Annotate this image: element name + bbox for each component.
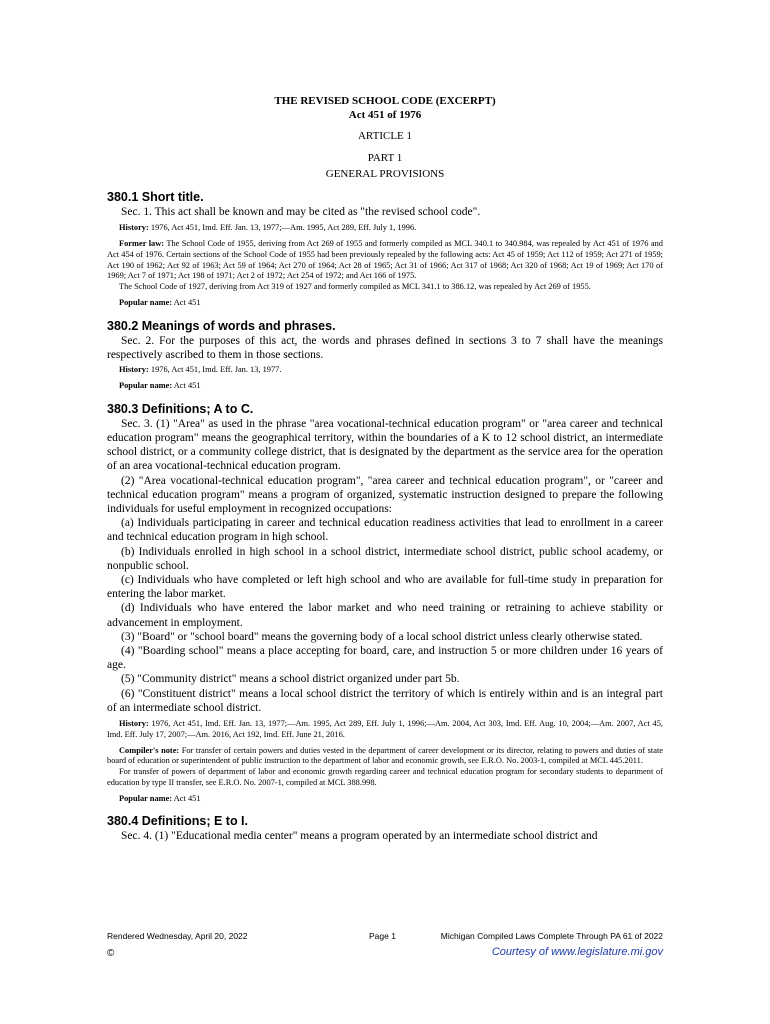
- compilers-note-2: For transfer of powers of department of labor and economic growth regarding career and technical education program for secondary students to department of education by type II transfer, see E.R.O. No. 2007-1, compiled at MCL 388.998.: [107, 767, 663, 788]
- popular-name-note: [107, 298, 663, 309]
- part-heading: PART 1: [367, 152, 403, 164]
- history-note: [107, 365, 663, 376]
- compilers-note: [107, 746, 663, 768]
- part-name: GENERAL PROVISIONS: [325, 168, 445, 180]
- former-law-label: Former law:: [119, 239, 165, 248]
- paragraph: (a) Individuals participating in career and technical education readiness activities that lead to enrollment in a career and technical education program in high school.: [107, 517, 663, 544]
- popular-name-text: Act 451: [172, 297, 201, 307]
- section-heading-380-4: 380.4 Definitions; E to I.: [107, 813, 248, 828]
- copyright-symbol: ©: [107, 948, 115, 959]
- popular-name-label: Popular name:: [119, 380, 173, 390]
- history-text: 1976, Act 451, Imd. Eff. Jan. 13, 1977.: [148, 365, 282, 375]
- paragraph: (5) "Community district" means a school district organized under part 5b.: [121, 673, 460, 686]
- section-heading-380-2: 380.2 Meanings of words and phrases.: [107, 318, 336, 333]
- paragraph: (6) "Constituent district" means a local school district the territory of which is entirely within and is an integral part of an intermediate school district.: [107, 687, 663, 714]
- former-law-text: The School Code of 1955, deriving from Act 269 of 1955 and formerly compiled as MCL 340.1 to 340.984, was repealed by Act 451 of 1976 and Act 454 of 1976. Certain sections of the School Code of 1955 had been previously repealed by the following acts: Act 45 of 1959; Act 112 of 1959; Act 271 of 1959; Act 190 of 1962; Act 92 of 1963; Act 59 of 1964; Act 270 of 1964; Act 28 of 1965; Act 31 of 1966; Act 317 of 1968; Act 320 of 1968; Act 19 of 1969; Act 170 of 1969; Act 7 of 1971; Act 198 of 1971; Act 2 of 1972; Act 254 of 1972; and Act 166 of 1975.: [107, 239, 663, 281]
- history-label: History:: [119, 365, 149, 375]
- paragraph: Sec. 3. (1) "Area" as used in the phrase "area vocational-technical education program" or "area career and technical education program" means the geographical territory, within the boundaries of a K to 12 school district, an intermediate school district, or a community college district, that is designated by the department as the service area for the operation of an area vocational-technical education program.: [107, 417, 663, 473]
- paragraph: (d) Individuals who have entered the labor market and who need training or retraining to achieve stability or advancement in employment.: [107, 602, 663, 629]
- compiled-laws-note: Michigan Compiled Laws Complete Through PA 61 of 2022: [440, 931, 663, 941]
- popular-name-note: [107, 381, 663, 392]
- popular-name-label: Popular name:: [119, 297, 173, 307]
- act-number: Act 451 of 1976: [348, 109, 422, 121]
- paragraph: (c) Individuals who have completed or left high school and who are available for full-time study in preparation for entering the labor market.: [107, 574, 663, 601]
- history-text: 1976, Act 451, Imd. Eff. Jan. 13, 1977;—Am. 1995, Act 289, Eff. July 1, 1996.: [148, 223, 417, 233]
- history-note: [107, 719, 663, 741]
- former-law-note-2: The School Code of 1927, deriving from Act 319 of 1927 and formerly compiled as MCL 341.1 to 386.12, was repealed by Act 269 of 1955.: [119, 282, 591, 292]
- document-title: THE REVISED SCHOOL CODE (EXCERPT): [274, 95, 496, 107]
- history-text: 1976, Act 451, Imd. Eff. Jan. 13, 1977;—Am. 1995, Act 289, Eff. July 1, 1996;—Am. 2004, Act 303, Imd. Eff. Aug. 10, 2004;—Am. 2007, Act 45, Imd. Eff. July 17, 2007;—Am. 2016, Act 192, Imd. Eff. June 21, 2016.: [107, 719, 663, 739]
- document-page: [107, 94, 663, 843]
- article-heading: ARTICLE 1: [357, 130, 413, 142]
- compilers-note-label: Compiler's note:: [119, 745, 180, 755]
- history-label: History:: [119, 223, 149, 233]
- paragraph: (3) "Board" or "school board" means the governing body of a local school district unless clearly otherwise stated.: [121, 630, 643, 643]
- rendered-date: Rendered Wednesday, April 20, 2022: [107, 931, 248, 941]
- section-text: Sec. 4. (1) "Educational media center" means a program operated by an intermediate school district and: [121, 829, 598, 842]
- history-label: History:: [119, 719, 149, 729]
- paragraph: (2) "Area vocational-technical education program", "area career and technical education program", or "career and technical education program" means a program of organized, systematic instruction designed to prepare the following individuals for useful employment in recognized occupations:: [107, 474, 663, 515]
- section-heading-380-3: 380.3 Definitions; A to C.: [107, 401, 254, 416]
- popular-name-text: Act 451: [172, 380, 201, 390]
- compilers-note-text: For transfer of certain powers and duties vested in the department of career development or its director, relating to powers and duties of state board of education or superintendent of public instruction to the department of labor and economic growth, see E.R.O. No. 2003-1, compiled at MCL 445.2011.: [107, 745, 664, 766]
- paragraph: (4) "Boarding school" means a place accepting for board, care, and instruction 5 or more children under 16 years of age.: [107, 645, 663, 672]
- courtesy-link[interactable]: Courtesy of www.legislature.mi.gov: [491, 946, 663, 958]
- popular-name-text: Act 451: [172, 793, 201, 803]
- section-text: Sec. 2. For the purposes of this act, the words and phrases defined in sections 3 to 7 shall have the meanings respectively ascribed to them in those sections.: [107, 334, 663, 361]
- popular-name-note: [107, 794, 663, 805]
- page-number: Page 1: [369, 931, 396, 941]
- section-text: Sec. 1. This act shall be known and may be cited as "the revised school code".: [121, 206, 481, 218]
- popular-name-label: Popular name:: [119, 793, 173, 803]
- former-law-note: [107, 239, 663, 282]
- section-heading-380-1: 380.1 Short title.: [107, 190, 204, 204]
- history-note: [107, 223, 663, 234]
- paragraph: (b) Individuals enrolled in high school in a school district, intermediate school district, public school academy, or nonpublic school.: [107, 545, 663, 572]
